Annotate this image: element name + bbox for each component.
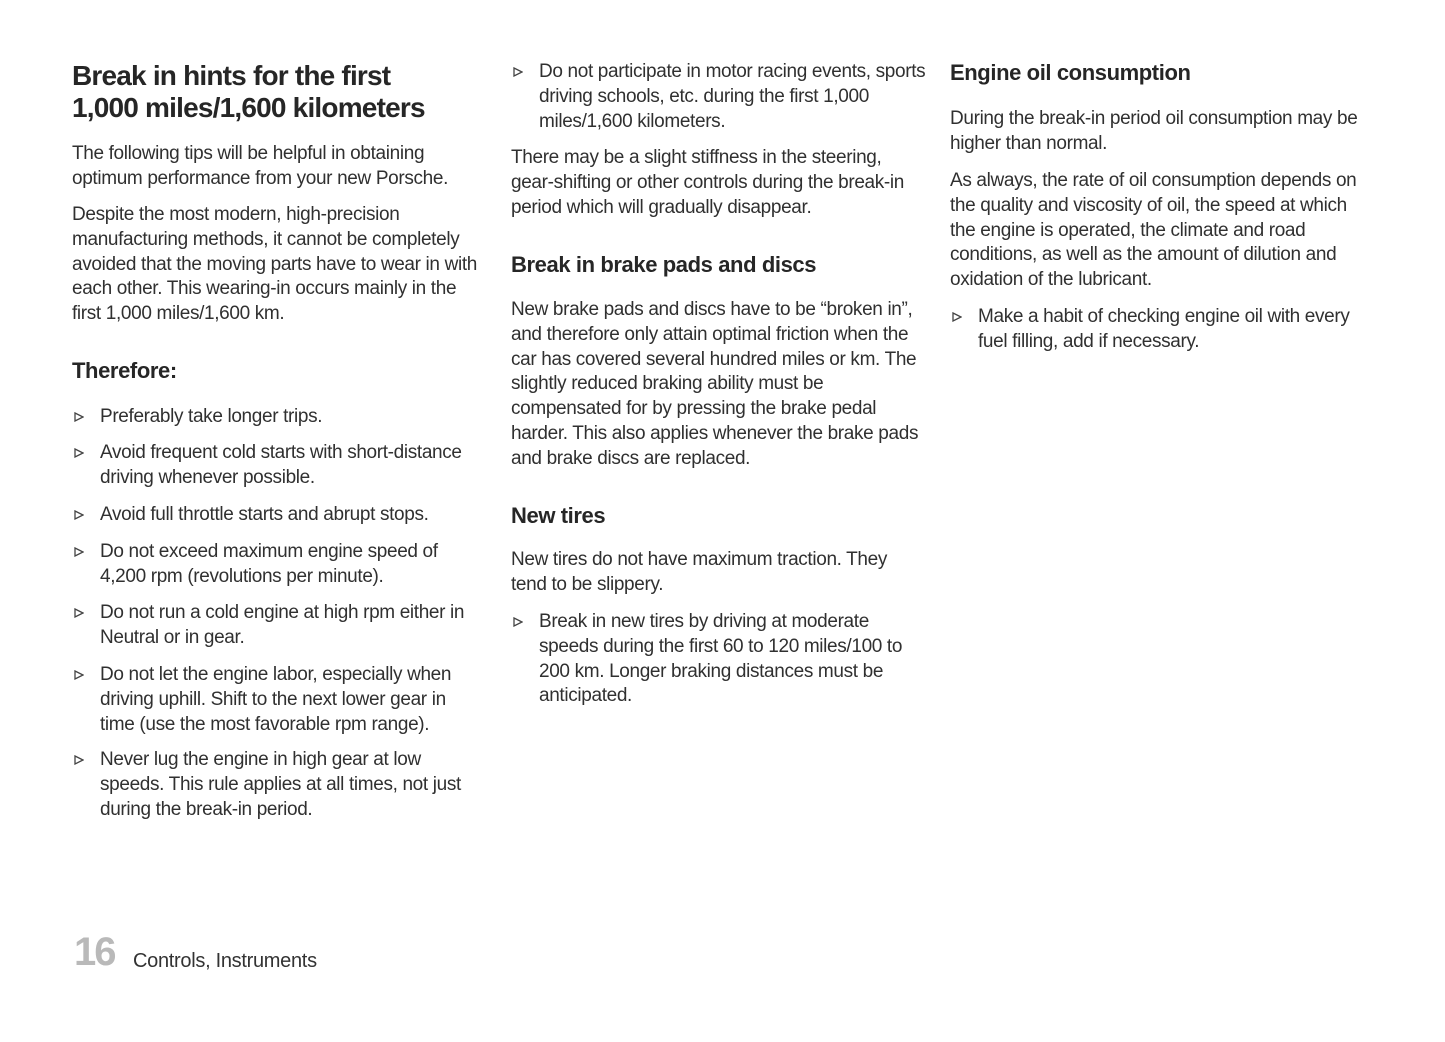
triangle-right-icon [74,448,84,458]
bullet-item [950,305,1362,355]
page-title-line-1: Break in hints for the first [72,60,391,91]
intro-paragraph: The following tips will be helpful in obtaining optimum performance from your new Porsche. [72,143,449,189]
oil-heading: Engine oil consumption [950,60,1191,85]
bullet-text: Do not exceed maximum engine speed of 4,200 rpm (revolutions per minute). [100,541,438,587]
wear-paragraph: Despite the most modern, high-precision manufacturing methods, it cannot be completely avoided that the moving parts have to wear in with each other. This wearing-in occurs mainly in the first 1,000 miles/1,600 km. [72,204,477,325]
page-title-line-2: 1,000 miles/1,600 kilometers [72,92,425,123]
section-name: Controls, Instruments [133,950,317,972]
page-number: 16 [74,930,115,974]
oil-paragraph-1: During the break-in period oil consumption may be higher than normal. [950,108,1358,154]
brake-paragraph: New brake pads and discs have to be “broken in”, and therefore only attain optimal friction when the car has covered several hundred miles or km. The slightly reduced braking ability must be compensated for by pressing the brake pedal harder. This also applies whenever the brake pads and brake discs are replaced. [511,299,919,469]
bullet-text: Do not participate in motor racing events, sports driving schools, etc. during the first 1,000 miles/1,600 kilometers. [539,61,926,132]
bullet-text: Preferably take longer trips. [100,406,323,427]
bullet-text: Do not run a cold engine at high rpm either in Neutral or in gear. [100,602,465,648]
tires-heading: New tires [511,503,606,528]
bullet-item [72,540,484,590]
bullet-item [511,610,926,709]
triangle-right-icon [74,412,84,422]
triangle-right-icon [513,617,523,627]
stiffness-paragraph: There may be a slight stiffness in the steering, gear-shifting or other controls during the break-in period which will gradually disappear. [511,147,904,218]
bullet-item [72,748,484,822]
triangle-right-icon [74,510,84,520]
bullet-text: Do not let the engine labor, especially when driving uphill. Shift to the next lower gear in time (use the most favorable rpm range). [100,664,452,735]
oil-paragraph-2: As always, the rate of oil consumption depends on the quality and viscosity of oil, the speed at which the engine is operated, the climate and road conditions, as well as the amount of dilution and oxidation of the lubricant. [950,170,1357,291]
bullet-item [511,60,926,134]
triangle-right-icon [74,608,84,618]
bullet-text: Make a habit of checking engine oil with every fuel filling, add if necessary. [978,306,1350,352]
triangle-right-icon [952,312,962,322]
triangle-right-icon [74,547,84,557]
bullet-item [72,441,484,491]
therefore-heading: Therefore: [72,358,177,383]
bullet-item [72,663,484,737]
bullet-item [72,405,322,430]
bullet-text: Avoid frequent cold starts with short-distance driving whenever possible. [100,442,462,488]
bullet-item [72,503,429,528]
triangle-right-icon [74,755,84,765]
triangle-right-icon [513,67,523,77]
brake-heading: Break in brake pads and discs [511,252,817,277]
tires-paragraph: New tires do not have maximum traction. They tend to be slippery. [511,549,888,595]
bullet-text: Break in new tires by driving at moderate speeds during the first 60 to 120 miles/100 to 200 km. Longer braking distances must be anticipated. [539,611,903,707]
triangle-right-icon [74,670,84,680]
bullet-text: Never lug the engine in high gear at low speeds. This rule applies at all times, not just during the break-in period. [100,749,461,820]
bullet-text: Avoid full throttle starts and abrupt stops. [100,504,429,525]
page-title [72,60,425,124]
bullet-item [72,601,484,651]
